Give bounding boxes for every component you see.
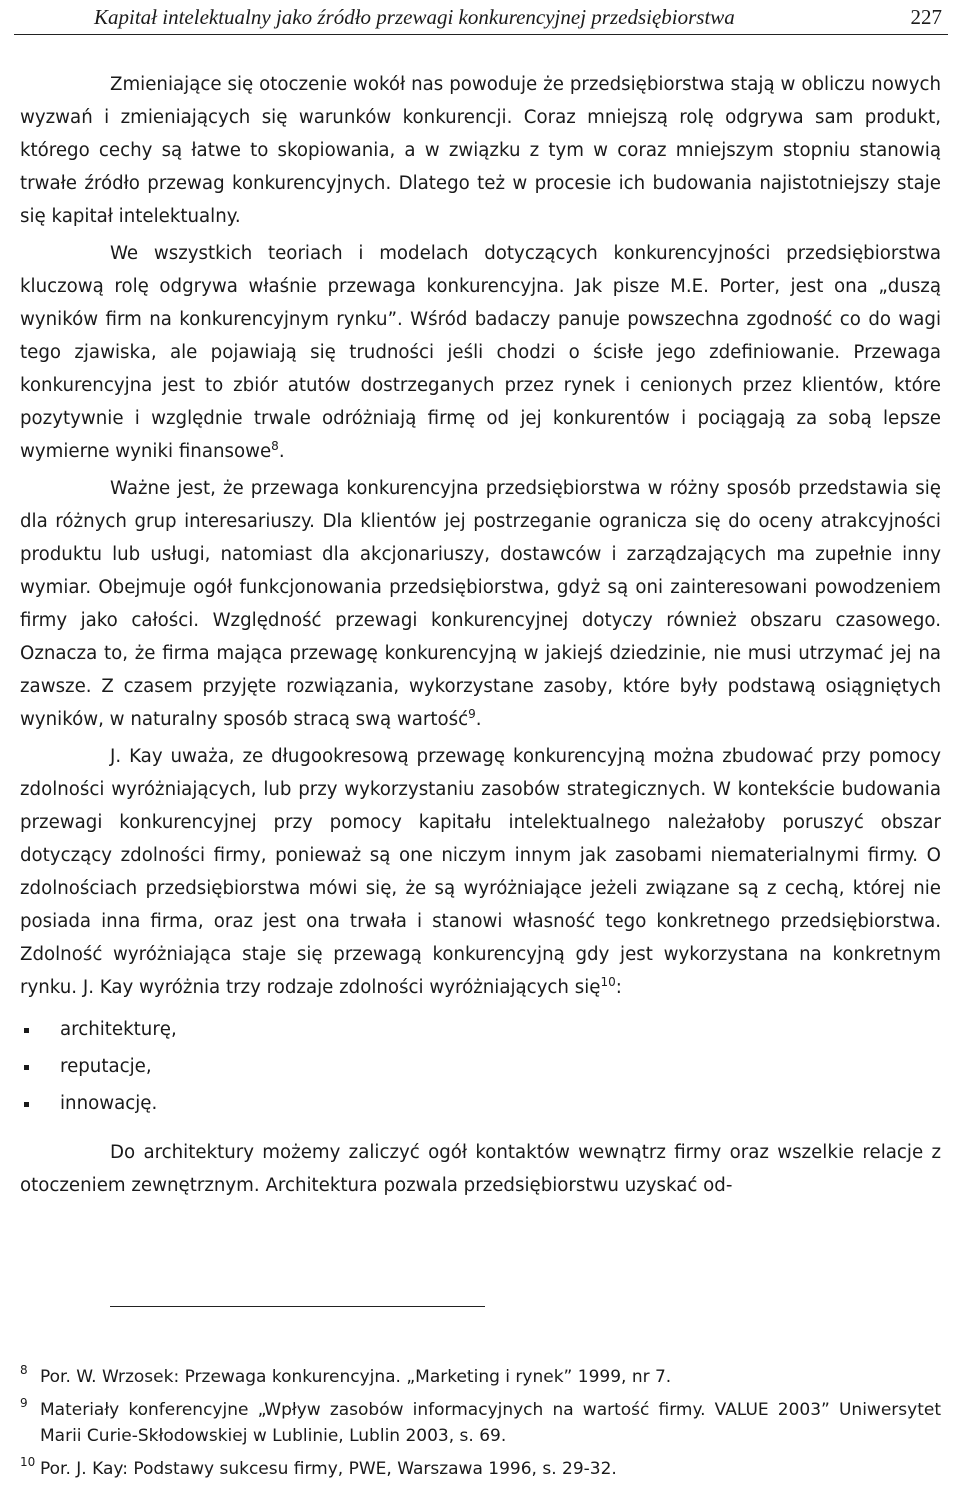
footnote-ref[interactable]: 8 (271, 439, 279, 453)
footnote-number: 8 (20, 1363, 28, 1377)
paragraph-text: Do architektury możemy zaliczyć ogół kontaktów wewnątrz firmy oraz wszelkie relacje z otoczeniem zewnętrznym. Architektura pozwala przedsiębiorstwu uzyskać od- (20, 1142, 941, 1196)
square-bullet-icon (24, 1102, 29, 1107)
list-item-text: architekturę, (60, 1019, 177, 1040)
paragraph (20, 68, 941, 233)
paragraph-text: Zmieniające się otoczenie wokół nas powoduje że przedsiębiorstwa stają w obliczu nowych wyzwań i zmieniających się warunków konkurencji. Coraz mniejszą rolę odgrywa sam produkt, którego cechy są łatwe to skopiowania, a w związku z tym w coraz mniejszym stopniu stanowią trwałe źródło przewag konkurencyjnych. Dlatego też w procesie ich budowania najistotniejszy staje się kapitał intelektualny. (20, 74, 941, 227)
footnote-ref[interactable]: 10 (600, 975, 616, 989)
list-item-text: reputacje, (60, 1056, 152, 1077)
footnote-text: Por. J. Kay: Podstawy sukcesu firmy, PWE, Warszawa 1996, s. 29-32. (40, 1459, 617, 1479)
paragraph (20, 237, 941, 468)
footnotes (20, 1364, 941, 1482)
square-bullet-icon (24, 1028, 29, 1033)
footnote-text: Materiały konferencyjne „Wpływ zasobów informacyjnych na wartość firmy. VALUE 2003” Uniwersytet Marii Curie-Skłodowskiej w Lublinie, Lublin 2003, s. 69. (40, 1400, 941, 1446)
footnote (20, 1397, 941, 1449)
paragraph-end: . (475, 709, 482, 730)
running-header (14, 0, 948, 35)
footnote-number: 10 (20, 1455, 36, 1469)
paragraph-end: : (615, 977, 622, 998)
footnote (20, 1456, 941, 1482)
paragraph-text: Ważne jest, że przewaga konkurencyjna przedsiębiorstwa w różny sposób przedstawia się dla różnych grup interesariuszy. Dla klientów jej postrzeganie ogranicza się do oceny atrakcyjności produktu lub usługi, natomiast dla akcjonariuszy, dostawców i zarządzających ma zupełnie inny wymiar. Obejmuje ogół funkcjonowania przedsiębiorstwa, gdyż są oni zainteresowani powodzeniem firmy jako całości. Względność przewagi konkurencyjnej dotyczy również obszaru czasowego. Oznacza to, że firma mająca przewagę konkurencyjną w jakiejś dziedzinie, nie musi utrzymać jej na zawsze. Z czasem przyjęte rozwiązania, wykorzystane zasoby, które były podstawą osiągniętych wyników, w naturalny sposób stracą swą wartość (20, 478, 941, 730)
paragraph (20, 740, 941, 1004)
paragraph-end: . (278, 441, 285, 462)
bullet-list (20, 1013, 941, 1124)
footnote-number: 9 (20, 1396, 28, 1410)
list-item (20, 1087, 941, 1124)
footnote-separator (110, 1306, 485, 1307)
paragraph (20, 1136, 941, 1202)
list-item (20, 1050, 941, 1087)
footnote-ref[interactable]: 9 (468, 707, 476, 721)
footnote (20, 1364, 941, 1390)
square-bullet-icon (24, 1065, 29, 1070)
paragraph-text: We wszystkich teoriach i modelach dotyczących konkurencyjności przedsiębiorstwa kluczową rolę odgrywa właśnie przewaga konkurencyjna. Jak pisze M.E. Porter, jest ona „duszą wyników firm na konkurencyjnym rynku”. Wśród badaczy panuje powszechna zgodność co do wagi tego zjawiska, ale pojawiają się trudności jeśli chodzi o ścisłe jego zdefiniowanie. Przewaga konkurencyjna jest to zbiór atutów dostrzeganych przez rynek i cenionych przez klientów, które pozytywnie i względnie trwale odróżniają firmę od jej konkurentów i pociągają za sobą lepsze wymierne wyniki finansowe (20, 243, 941, 462)
page-number: 227 (910, 5, 942, 29)
body-text (20, 68, 941, 1202)
list-item (20, 1013, 941, 1050)
paragraph-text: J. Kay uważa, ze długookresową przewagę konkurencyjną można zbudować przy pomocy zdolności wyróżniających, lub przy wykorzystaniu zasobów strategicznych. W kontekście budowania przewagi konkurencyjnej przy pomocy kapitału intelektualnego należałoby poruszyć obszar dotyczący zdolności firmy, ponieważ są one niczym innym jak zasobami niematerialnymi firmy. O zdolnościach przedsiębiorstwa mówi się, że są wyróżniające jeżeli związane są z cechą, której nie posiada inna firma, oraz jest ona trwała i stanowi własność tego konkretnego przedsiębiorstwa. Zdolność wyróżniająca staje się przewagą konkurencyjną gdy jest wykorzystana na konkretnym rynku. J. Kay wyróżnia trzy rodzaje zdolności wyróżniających się (20, 746, 941, 998)
footnote-text: Por. W. Wrzosek: Przewaga konkurencyjna. „Marketing i rynek” 1999, nr 7. (40, 1367, 672, 1387)
list-item-text: innowację. (60, 1093, 158, 1114)
running-header-title: Kapitał intelektualny jako źródło przewagi konkurencyjnej przedsiębiorstwa (94, 5, 735, 29)
paragraph (20, 472, 941, 736)
